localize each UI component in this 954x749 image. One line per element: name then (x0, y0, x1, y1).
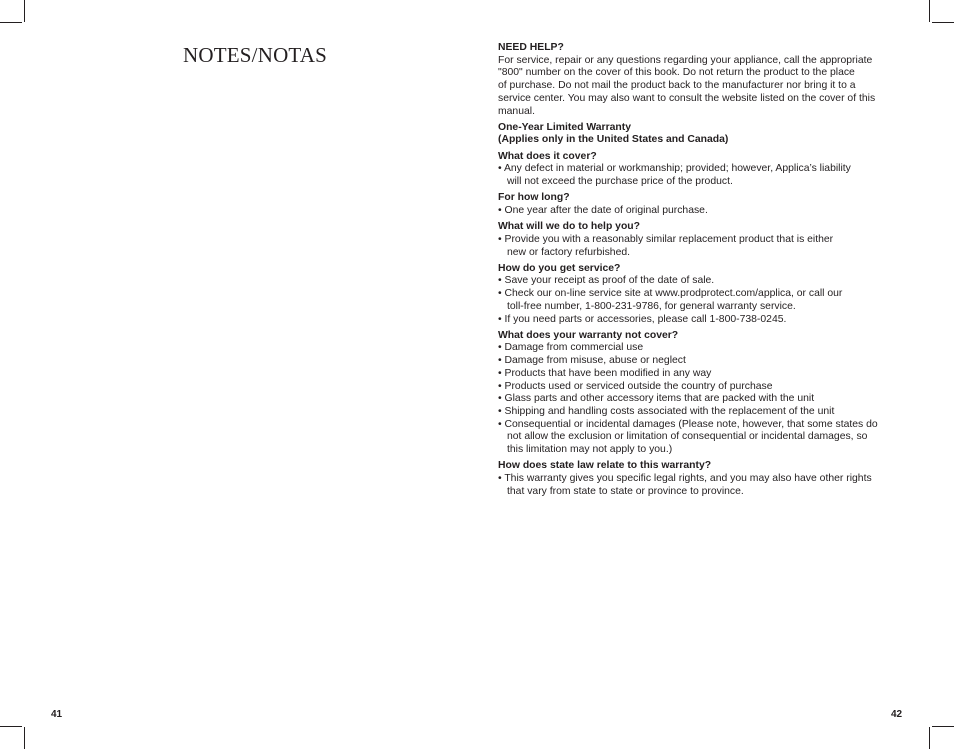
list-item-line: • Save your receipt as proof of the date of sale. (498, 275, 715, 287)
list-item-line: • Damage from misuse, abuse or neglect (498, 355, 686, 367)
section-heading: What does it cover? (498, 150, 597, 162)
need-help-line: service center. You may also want to consult the website listed on the cover of this (498, 92, 876, 104)
crop-mark (0, 726, 22, 727)
list-item-line: not allow the exclusion or limitation of consequential or incidental damages, so (507, 431, 868, 443)
list-item (498, 393, 914, 406)
crop-mark (929, 727, 930, 749)
list-item (498, 205, 914, 218)
list-item (498, 234, 914, 259)
list-item-line: • Check our on-line service site at www.prodprotect.com/applica, or call our (498, 288, 843, 300)
warranty-section (498, 263, 914, 327)
list-item (498, 355, 914, 368)
warranty-sections (498, 151, 914, 499)
section-heading: What does your warranty not cover? (498, 329, 679, 341)
warranty-subtitle: (Applies only in the United States and Canada) (498, 134, 729, 146)
need-help-line: "800" number on the cover of this book. Do not return the product to the place (498, 67, 855, 79)
list-item-line: • One year after the date of original purchase. (498, 204, 708, 216)
need-help-line: For service, repair or any questions regarding your appliance, call the appropriate (498, 54, 873, 66)
warranty-section (498, 151, 914, 189)
list-item (498, 473, 914, 498)
crop-mark (0, 22, 22, 23)
page-number-right: 42 (891, 709, 903, 720)
list-item (498, 163, 914, 188)
list-item (498, 342, 914, 355)
warranty-section (498, 192, 914, 217)
list-item-line: • Shipping and handling costs associated with the replacement of the unit (498, 405, 835, 417)
list-item-line: • Provide you with a reasonably similar replacement product that is either (498, 233, 834, 245)
section-heading: How does state law relate to this warranty? (498, 460, 712, 472)
warranty-section (498, 221, 914, 259)
list-item-line: • Consequential or incidental damages (Please note, however, that some states do (498, 418, 878, 430)
list-item-line: new or factory refurbished. (507, 246, 631, 258)
list-item-line: • Products used or serviced outside the country of purchase (498, 380, 773, 392)
list-item (498, 368, 914, 381)
need-help-line: of purchase. Do not mail the product back to the manufacturer nor bring it to a (498, 80, 856, 92)
crop-mark (932, 726, 954, 727)
crop-mark (24, 727, 25, 749)
crop-mark (932, 22, 954, 23)
warranty-title: One-Year Limited Warranty (498, 121, 631, 133)
need-help-line: manual. (498, 105, 535, 117)
need-help-section (498, 42, 914, 118)
list-item-line: • Products that have been modified in any way (498, 367, 712, 379)
crop-mark (24, 0, 25, 22)
list-item-line: • This warranty gives you specific legal rights, and you may also have other rights (498, 473, 872, 484)
warranty-section (498, 330, 914, 457)
list-item (498, 288, 914, 313)
section-heading: What will we do to help you? (498, 221, 640, 233)
warranty-column (498, 42, 914, 502)
list-item-line: • Glass parts and other accessory items that are packed with the unit (498, 393, 815, 405)
need-help-heading: NEED HELP? (498, 42, 564, 53)
list-item-line: that vary from state to state or province to province. (507, 485, 744, 497)
list-item (498, 314, 914, 327)
section-heading: How do you get service? (498, 262, 621, 274)
list-item-line: • Any defect in material or workmanship; provided; however, Applica’s liability (498, 163, 851, 175)
list-item-line: will not exceed the purchase price of the product. (507, 176, 733, 188)
crop-mark (929, 0, 930, 22)
warranty-section (498, 460, 914, 498)
list-item (498, 419, 914, 457)
list-item-line: toll-free number, 1-800-231-9786, for general warranty service. (507, 300, 796, 312)
notes-title: NOTES/NOTAS (183, 43, 328, 67)
warranty-title-block (498, 122, 914, 147)
list-item (498, 381, 914, 394)
page-number-left: 41 (51, 709, 63, 720)
list-item (498, 275, 914, 288)
list-item-line: • Damage from commercial use (498, 342, 644, 354)
list-item-line: this limitation may not apply to you.) (507, 444, 673, 456)
section-heading: For how long? (498, 192, 570, 204)
list-item (498, 406, 914, 419)
list-item-line: • If you need parts or accessories, please call 1-800-738-0245. (498, 313, 787, 325)
